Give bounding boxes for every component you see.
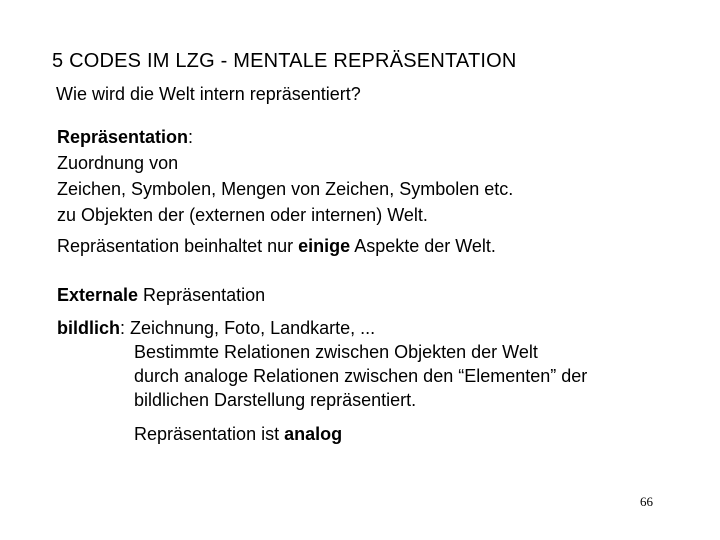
slide-title: 5 CODES IM LZG - MENTALE REPRÄSENTATION	[52, 50, 517, 72]
aspects-statement	[57, 235, 496, 257]
external-rest: Repräsentation	[138, 285, 266, 305]
pictorial-heading	[57, 317, 375, 339]
slide-subtitle: Wie wird die Welt intern repräsentiert?	[56, 84, 361, 104]
conclusion-prefix: Repräsentation ist	[134, 424, 285, 444]
page-number: 66	[640, 494, 653, 509]
definition-colon: :	[188, 127, 194, 147]
pictorial-label: bildlich	[57, 318, 120, 338]
external-heading	[57, 284, 265, 306]
definition-line: zu Objekten der (externen oder internen) Welt.	[57, 205, 428, 225]
statement-suffix: Aspekte der Welt.	[350, 236, 496, 256]
definition-heading	[57, 126, 193, 148]
conclusion-emphasis: analog	[284, 424, 343, 444]
pictorial-line: bildlichen Darstellung repräsentiert.	[134, 390, 417, 410]
statement-prefix: Repräsentation beinhaltet nur	[57, 236, 299, 256]
pictorial-rest: : Zeichnung, Foto, Landkarte, ...	[120, 318, 376, 338]
conclusion	[134, 423, 342, 445]
pictorial-line: durch analoge Relationen zwischen den “Elementen” der	[134, 366, 588, 386]
pictorial-line: Bestimmte Relationen zwischen Objekten der Welt	[134, 342, 538, 362]
definition-term: Repräsentation	[57, 127, 189, 147]
definition-line: Zuordnung von	[57, 153, 179, 173]
statement-emphasis: einige	[298, 236, 351, 256]
external-bold: Externale	[57, 285, 139, 305]
definition-line: Zeichen, Symbolen, Mengen von Zeichen, Symbolen etc.	[57, 179, 514, 199]
